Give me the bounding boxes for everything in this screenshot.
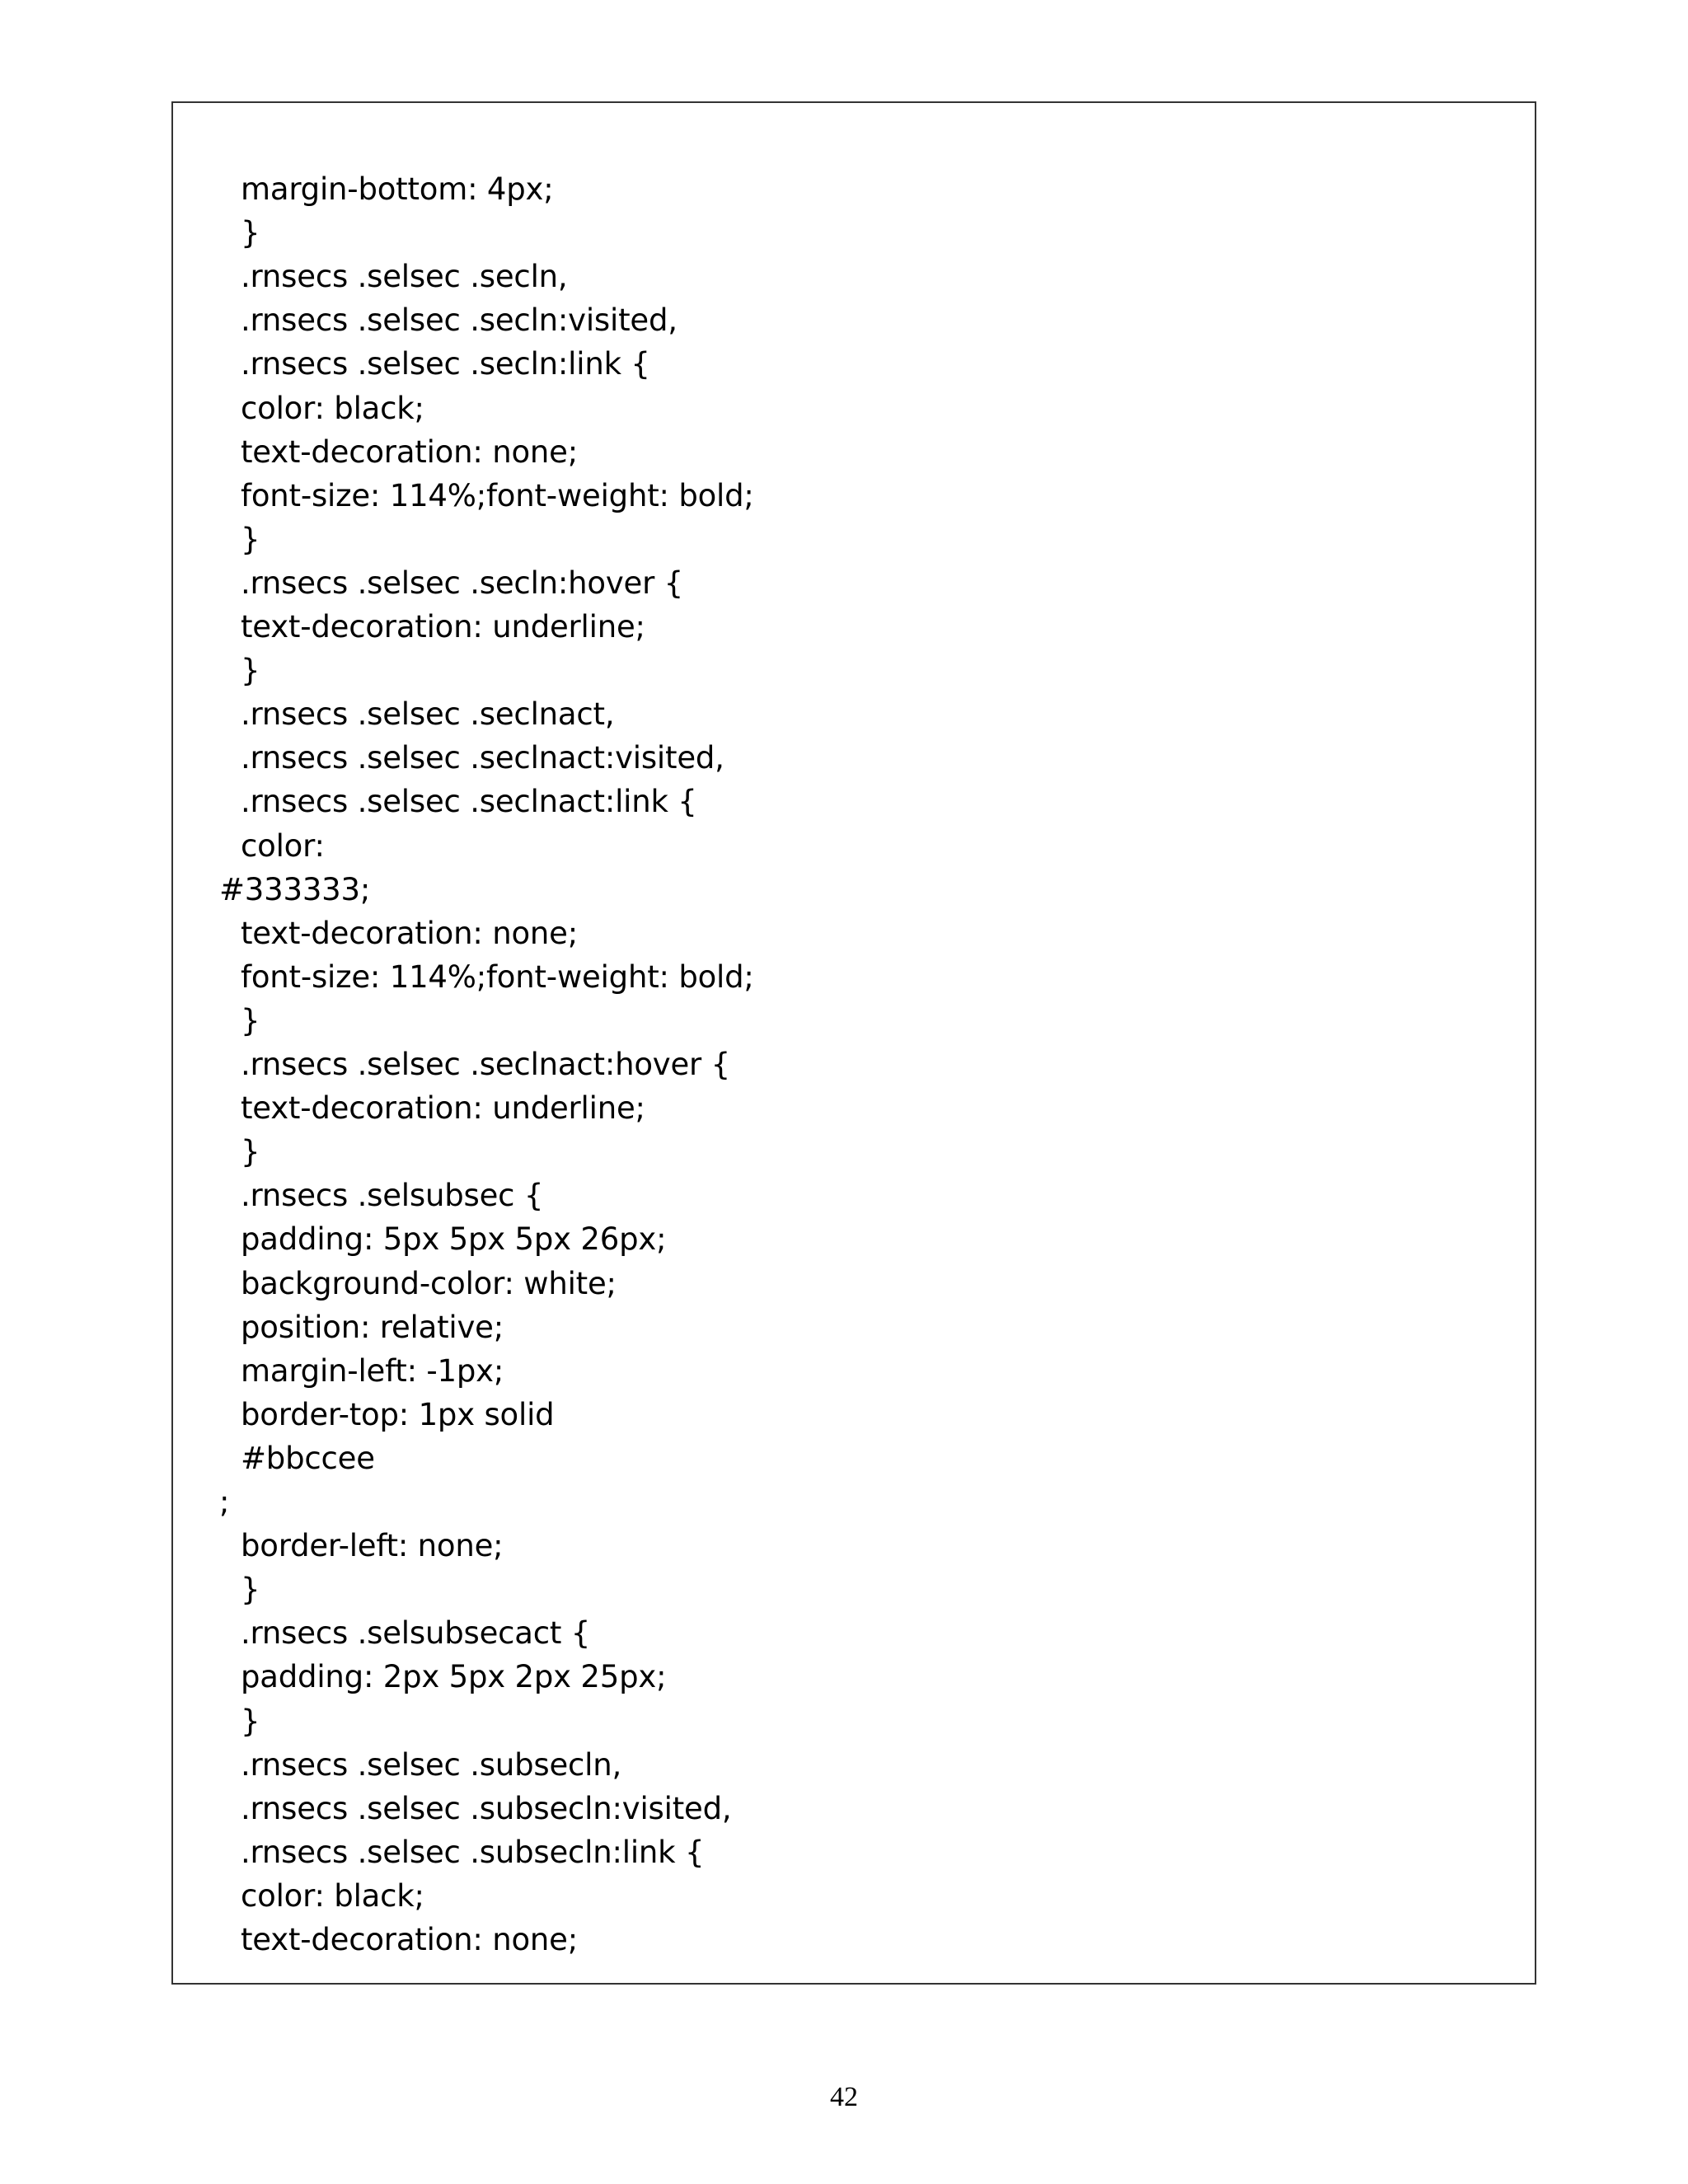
code-line: } bbox=[241, 1703, 260, 1739]
code-line: font-size: 114%;font-weight: bold; bbox=[241, 958, 754, 995]
code-line: } bbox=[241, 1572, 260, 1608]
code-line: .rnsecs .selsec .seclnact, bbox=[241, 696, 615, 733]
code-line: margin-left: -1px; bbox=[241, 1352, 504, 1389]
code-line: .rnsecs .selsec .secln:hover { bbox=[241, 565, 684, 601]
code-line: .rnsecs .selsec .seclnact:visited, bbox=[241, 740, 724, 776]
code-line: .rnsecs .selsec .seclnact:link { bbox=[241, 784, 697, 820]
code-line: text-decoration: underline; bbox=[241, 1090, 645, 1127]
code-line: color: black; bbox=[241, 390, 424, 426]
code-line: .rnsecs .selsec .subsecln, bbox=[241, 1746, 622, 1783]
code-line: #bbccee bbox=[241, 1440, 375, 1476]
code-line: text-decoration: underline; bbox=[241, 609, 645, 644]
code-line: #333333; bbox=[219, 871, 371, 907]
code-line: } bbox=[241, 1134, 260, 1170]
code-line: .rnsecs .selsubsecact { bbox=[241, 1615, 591, 1652]
code-line: } bbox=[241, 521, 260, 557]
code-line: .rnsecs .selsec .secln, bbox=[241, 259, 568, 295]
code-line: text-decoration: none; bbox=[241, 1922, 578, 1957]
code-line: text-decoration: none; bbox=[241, 915, 578, 951]
code-line: text-decoration: none; bbox=[241, 434, 578, 470]
code-line: .rnsecs .selsubsec { bbox=[241, 1178, 544, 1214]
code-line: } bbox=[241, 215, 260, 251]
code-listing-frame bbox=[171, 101, 1536, 1985]
code-line: border-left: none; bbox=[241, 1528, 504, 1564]
code-line: ; bbox=[219, 1484, 230, 1520]
code-line: } bbox=[241, 1002, 260, 1038]
code-line: } bbox=[241, 653, 260, 689]
code-line: color: black; bbox=[241, 1877, 424, 1914]
page-number: 42 bbox=[830, 2082, 858, 2112]
code-line: .rnsecs .selsec .secln:link { bbox=[241, 346, 650, 382]
code-line: margin-bottom: 4px; bbox=[241, 171, 554, 207]
code-line: color: bbox=[241, 827, 325, 864]
code-line: .rnsecs .selsec .subsecln:visited, bbox=[241, 1790, 732, 1826]
code-line: padding: 2px 5px 2px 25px; bbox=[241, 1659, 667, 1695]
code-line: font-size: 114%;font-weight: bold; bbox=[241, 477, 754, 513]
code-line: .rnsecs .selsec .seclnact:hover { bbox=[241, 1047, 730, 1082]
code-line: padding: 5px 5px 5px 26px; bbox=[241, 1221, 667, 1258]
code-line: .rnsecs .selsec .secln:visited, bbox=[241, 302, 678, 339]
code-line: border-top: 1px solid bbox=[241, 1396, 555, 1432]
code-line: background-color: white; bbox=[241, 1265, 617, 1301]
code-line: position: relative; bbox=[241, 1309, 504, 1345]
code-line: .rnsecs .selsec .subsecln:link { bbox=[241, 1834, 705, 1870]
